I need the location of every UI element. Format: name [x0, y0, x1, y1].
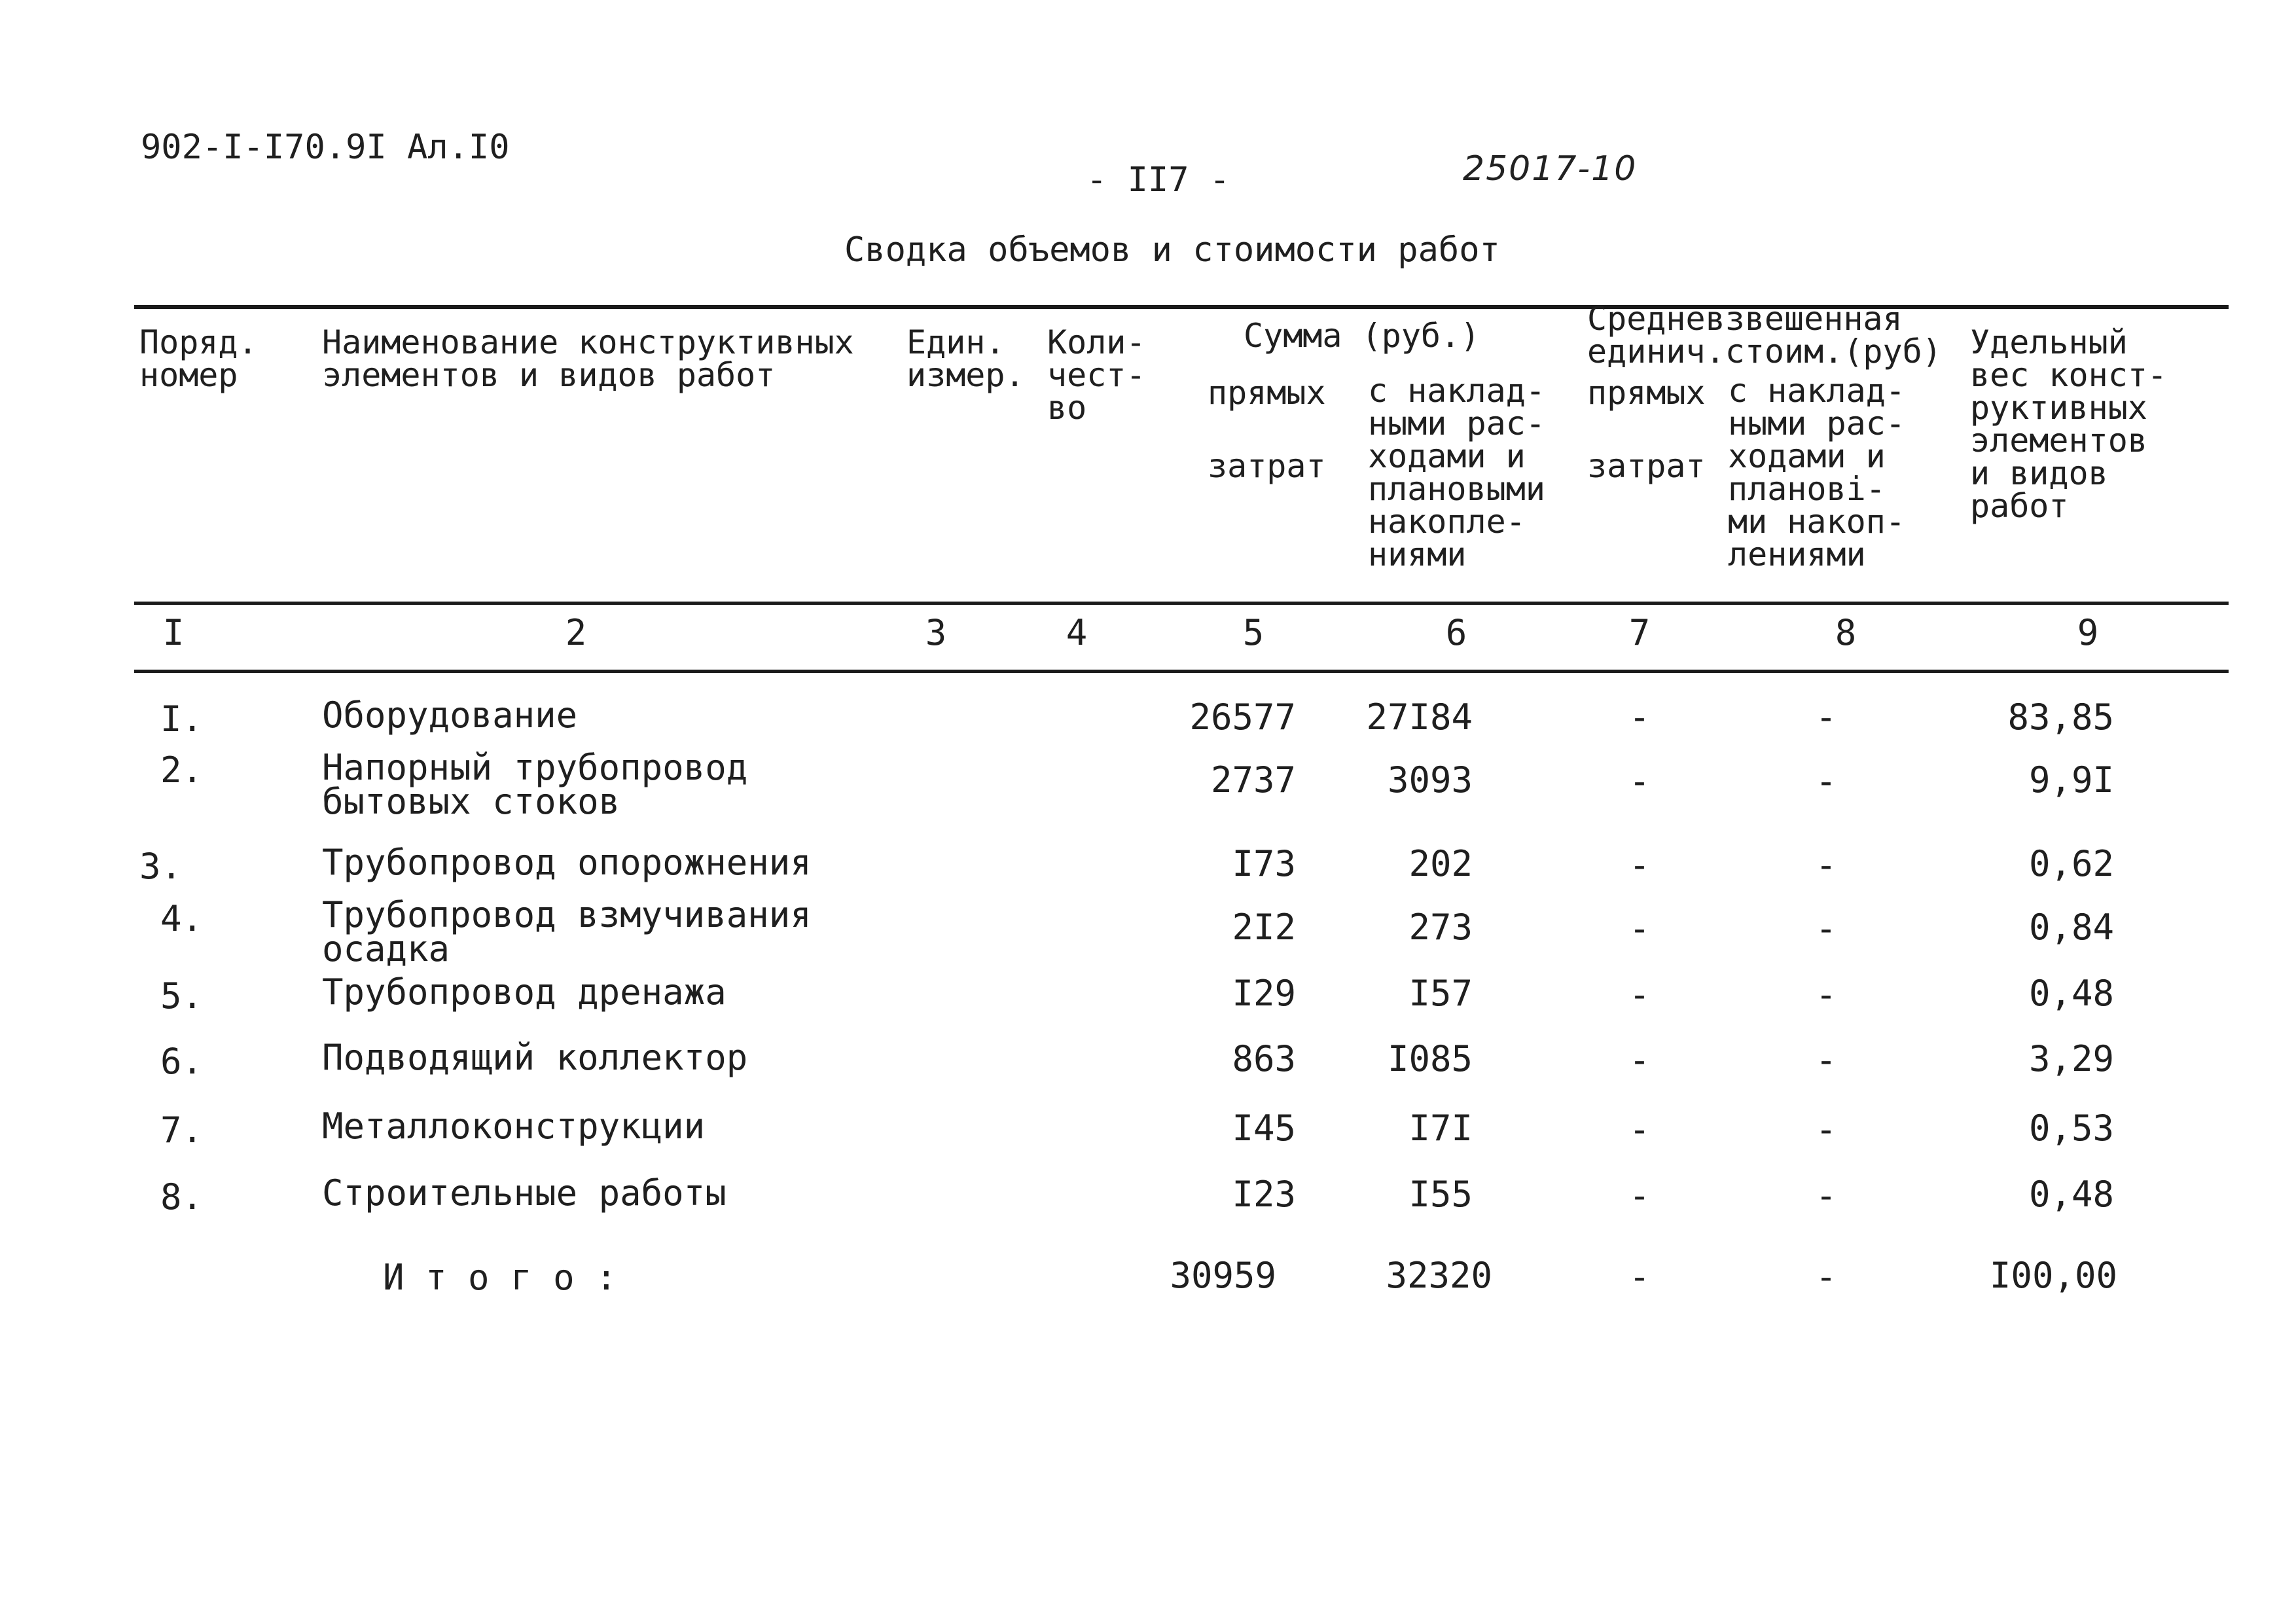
row-avg-direct: - — [1628, 1175, 1651, 1216]
row-avg-overhead: - — [1815, 761, 1837, 802]
row-share: 83,85 — [2007, 696, 2114, 738]
row-direct-costs: 863 — [1232, 1038, 1296, 1079]
row-number: 7. — [160, 1110, 204, 1151]
document-title: Сводка объемов и стоимости работ — [844, 230, 1500, 270]
row-avg-direct: - — [1628, 908, 1651, 949]
row-overhead-costs: 27I84 — [1366, 696, 1473, 738]
col-header-avg-overhead: с наклад- ными рас- ходами и планові- ми накоп- лениями — [1728, 372, 1905, 573]
col-number-3: 3 — [925, 612, 947, 653]
col-header-share: Удельный вес конст- руктивных элементов и видов работ — [1970, 323, 2168, 525]
row-number: 2. — [160, 749, 204, 791]
row-direct-costs: 2737 — [1210, 759, 1296, 801]
col-header-quantity: Коли- чест- во — [1047, 323, 1146, 427]
total-direct-costs: 30959 — [1170, 1255, 1276, 1296]
row-avg-direct: - — [1628, 1039, 1651, 1081]
row-name: Трубопровод опорожнения — [322, 842, 812, 883]
row-name: Напорный трубопровод бытовых стоков — [322, 747, 748, 822]
total-overhead-costs: 32320 — [1386, 1255, 1492, 1296]
row-number: 4. — [160, 898, 204, 939]
col-header-avg-group: Средневзвешенная единич.стоим.(руб) — [1587, 300, 1942, 370]
row-direct-costs: I45 — [1232, 1108, 1296, 1149]
row-avg-direct: - — [1628, 974, 1651, 1015]
row-avg-overhead: - — [1815, 974, 1837, 1015]
col-header-unit: Един. измер. — [906, 323, 1025, 394]
row-avg-overhead: - — [1815, 908, 1837, 949]
row-share: 0,62 — [2028, 843, 2114, 884]
row-direct-costs: I73 — [1232, 843, 1296, 884]
row-direct-costs: 2I2 — [1232, 907, 1296, 948]
row-direct-costs: I29 — [1232, 973, 1296, 1014]
row-avg-overhead: - — [1815, 1109, 1837, 1150]
col-header-direct-costs: прямых затрат — [1208, 374, 1326, 485]
row-number: I. — [160, 698, 204, 740]
row-overhead-costs: I55 — [1408, 1174, 1473, 1215]
row-overhead-costs: I7I — [1408, 1108, 1473, 1149]
row-overhead-costs: I085 — [1387, 1038, 1473, 1079]
row-overhead-costs: I57 — [1408, 973, 1473, 1014]
row-share: 0,48 — [2028, 1174, 2114, 1215]
row-share: 9,9I — [2028, 759, 2114, 801]
row-name: Подводящий коллектор — [322, 1037, 748, 1078]
row-number: 6. — [160, 1041, 204, 1082]
handwritten-number: 25017-10 — [1463, 149, 1638, 189]
row-avg-overhead: - — [1815, 1175, 1837, 1216]
header-bottom-rule — [134, 602, 2229, 605]
row-avg-direct: - — [1628, 1109, 1651, 1150]
col-header-avg-direct: прямых затрат — [1587, 374, 1706, 485]
row-name: Трубопровод дренажа — [322, 971, 726, 1013]
row-number: 5. — [160, 975, 204, 1017]
col-number-5: 5 — [1242, 612, 1265, 653]
col-number-2: 2 — [565, 612, 587, 653]
col-number-7: 7 — [1628, 612, 1651, 653]
row-name: Строительные работы — [322, 1172, 726, 1214]
row-avg-direct: - — [1628, 761, 1651, 802]
row-share: 3,29 — [2028, 1038, 2114, 1079]
row-direct-costs: 26577 — [1189, 696, 1296, 738]
row-overhead-costs: 202 — [1408, 843, 1473, 884]
col-number-9: 9 — [2077, 612, 2099, 653]
col-header-sum-group: Сумма (руб.) — [1244, 317, 1480, 355]
page-number: - II7 - — [1086, 160, 1230, 200]
row-share: 0,84 — [2028, 907, 2114, 948]
col-header-name: Наименование конструктивных элементов и видов работ — [322, 323, 854, 394]
row-name: Трубопровод взмучивания осадка — [322, 894, 812, 969]
row-share: 0,53 — [2028, 1108, 2114, 1149]
total-label: И т о г о : — [383, 1257, 617, 1298]
column-numbers-rule — [134, 670, 2229, 673]
col-number-4: 4 — [1066, 612, 1088, 653]
col-number-6: 6 — [1445, 612, 1467, 653]
row-avg-overhead: - — [1815, 696, 1837, 738]
row-number: 3. — [139, 846, 183, 887]
row-avg-overhead: - — [1815, 844, 1837, 886]
row-avg-direct: - — [1628, 696, 1651, 738]
row-overhead-costs: 3093 — [1387, 759, 1473, 801]
total-avg-overhead: - — [1815, 1256, 1837, 1297]
row-name: Оборудование — [322, 695, 578, 736]
row-avg-overhead: - — [1815, 1039, 1837, 1081]
total-avg-direct: - — [1628, 1256, 1651, 1297]
row-share: 0,48 — [2028, 973, 2114, 1014]
row-name: Металлоконструкции — [322, 1106, 706, 1147]
row-number: 8. — [160, 1176, 204, 1218]
col-number-1: I — [162, 612, 185, 653]
col-header-with-overhead: с наклад- ными рас- ходами и плановыми накопле- ниями — [1368, 372, 1545, 573]
document-code: 902-I-I70.9I Ал.I0 — [141, 128, 510, 167]
col-number-8: 8 — [1835, 612, 1857, 653]
row-avg-direct: - — [1628, 844, 1651, 886]
total-share: I00,00 — [1989, 1255, 2117, 1296]
row-overhead-costs: 273 — [1408, 907, 1473, 948]
col-header-order-number: Поряд. номер — [139, 323, 258, 394]
row-direct-costs: I23 — [1232, 1174, 1296, 1215]
